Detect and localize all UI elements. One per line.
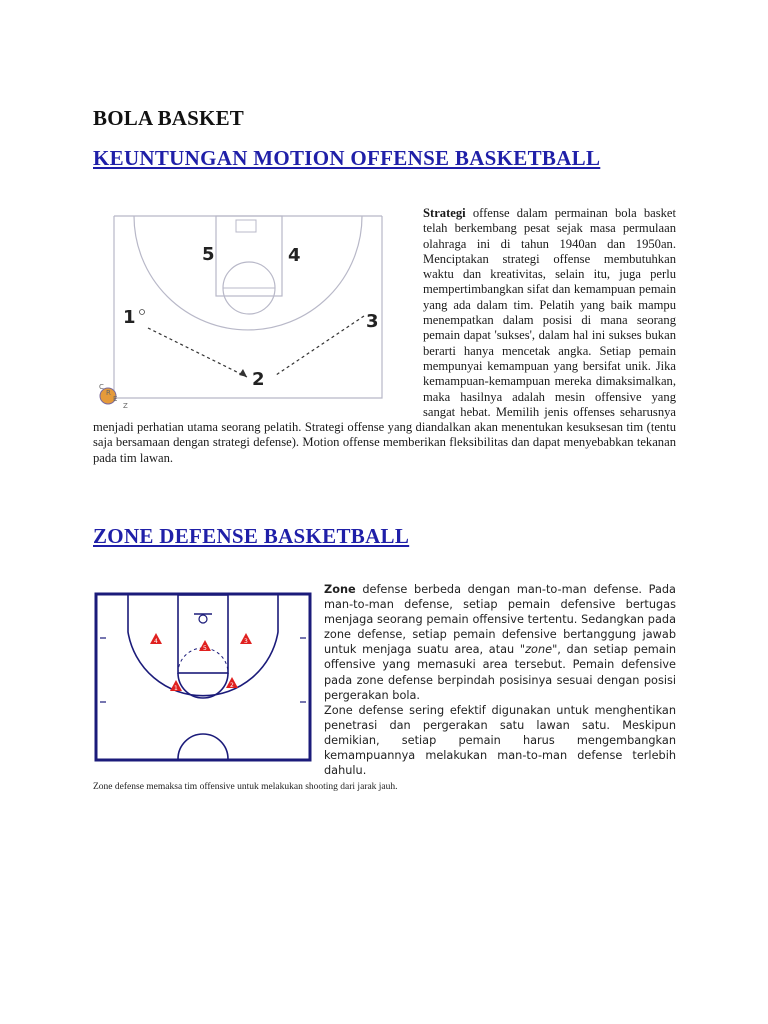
- lead-word-strategi: Strategi: [423, 206, 466, 220]
- zone-defense-body-part2: ", dan setiap pemain offensive yang memasuki area tersebut. Pemain defensive pada zone defense berpindah posisinya sesuai dengan posisi pergerakan bola.: [324, 643, 676, 702]
- lead-word-zone: Zone: [324, 583, 356, 596]
- svg-text:5: 5: [203, 645, 207, 652]
- section-heading-zone-defense[interactable]: ZONE DEFENSE BASKETBALL: [93, 524, 410, 548]
- section-heading-motion-offense[interactable]: KEUNTUNGAN MOTION OFFENSE BASKETBALL: [93, 146, 601, 170]
- svg-text:4: 4: [154, 638, 158, 645]
- zone-defense-body-second: Zone defense sering efektif digunakan untuk menghentikan penetrasi dan pergerakan satu lawan satu. Meskipun demikian, setiap pemain harus mengembangkan kemampuannya melakukan man-to-man defense terlebih dahulu.: [324, 703, 676, 778]
- player-4-label: 4: [288, 245, 301, 266]
- player-2-label: 2: [252, 369, 265, 390]
- svg-text:E: E: [113, 395, 118, 403]
- svg-text:2: 2: [230, 682, 234, 689]
- zone-defense-italic: zone: [525, 643, 553, 657]
- motion-offense-paragraph: [93, 206, 676, 466]
- player-3-label: 3: [366, 311, 379, 332]
- svg-text:1: 1: [174, 685, 178, 692]
- motion-offense-body: offense dalam permainan bola basket telah berkembang pesat sejak masa permulaan olahraga ini di tahun 1940an dan 1950an. Menciptakan strategi offense membutuhkan waktu dan kreativitas, selain itu, juga perlu mempertimbangkan sifat dan kemampuan pemain yang ada dalam tim. Pelatih yang baik mampu menempatkan dalam posisi di mana seorang pemain dapat 'sukses', dalam hal ini sukses bukan berarti hanya mencetak angka. Setiap pemain mempunyai kemampuan yang bersifat unik. Jika kemampuan-kemampuan mereka dimaksimalkan, maka hasilnya adalah mesin offensive yang sangat hebat. Memilih jenis offenses seharusnya menjadi perhatian utama seorang pelatih. Strategi offense yang diandalkan akan menentukan kesuksesan tim (tentu saja bersamaan dengan strategi defense). Motion offense memberikan fleksibilitas dan dapat menyebabkan tekanan pada tim lawan.: [93, 206, 676, 465]
- player-5-label: 5: [202, 244, 215, 265]
- page-title: BOLA BASKET: [93, 106, 245, 130]
- zone-defense-paragraph: [93, 582, 676, 778]
- zone-defense-body-part1: defense berbeda dengan man-to-man defense. Pada man-to-man defense, setiap pemain defensive bertugas menjaga seorang pemain offensive tertentu. Sedangkan pada zone defense, setiap pemain defensive bertanggung jawab untuk menjaga suatu area, atau ": [324, 583, 676, 657]
- zone-defense-note: Zone defense memaksa tim offensive untuk melakukan shooting dari jarak jauh.: [93, 782, 398, 792]
- svg-text:C: C: [99, 383, 104, 391]
- svg-text:R: R: [106, 389, 111, 397]
- svg-text:3: 3: [244, 638, 248, 645]
- player-1-label: 1: [123, 307, 136, 328]
- svg-text:Z: Z: [123, 402, 128, 410]
